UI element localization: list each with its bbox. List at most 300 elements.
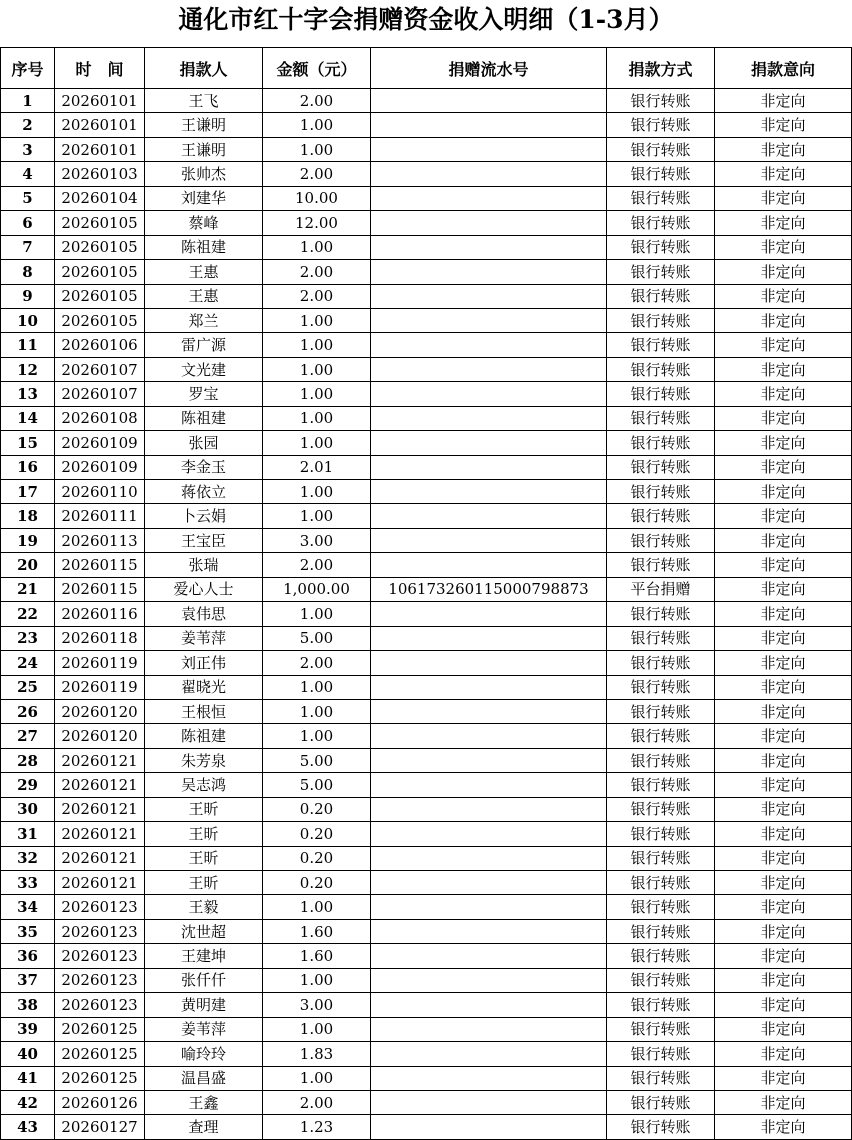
cell-method: 银行转账 xyxy=(607,626,715,650)
cell-serial xyxy=(371,431,607,455)
cell-method: 银行转账 xyxy=(607,406,715,430)
cell-amount: 1.00 xyxy=(263,308,371,332)
cell-seq: 28 xyxy=(1,748,55,772)
cell-seq: 31 xyxy=(1,822,55,846)
cell-amount: 0.20 xyxy=(263,822,371,846)
table-row xyxy=(1,480,852,504)
cell-intent: 非定向 xyxy=(715,773,852,797)
cell-seq: 22 xyxy=(1,602,55,626)
cell-date: 20260125 xyxy=(55,1042,145,1066)
header-donor: 捐款人 xyxy=(145,48,263,89)
cell-intent: 非定向 xyxy=(715,871,852,895)
cell-serial xyxy=(371,406,607,430)
table-row xyxy=(1,968,852,992)
cell-serial xyxy=(371,651,607,675)
cell-serial xyxy=(371,357,607,381)
cell-intent: 非定向 xyxy=(715,1017,852,1041)
cell-serial xyxy=(371,1115,607,1139)
cell-amount: 2.00 xyxy=(263,1090,371,1114)
cell-serial xyxy=(371,162,607,186)
cell-date: 20260105 xyxy=(55,235,145,259)
table-row xyxy=(1,284,852,308)
cell-date: 20260121 xyxy=(55,871,145,895)
cell-serial xyxy=(371,1017,607,1041)
cell-date: 20260121 xyxy=(55,846,145,870)
cell-amount: 1.00 xyxy=(263,113,371,137)
cell-seq: 1 xyxy=(1,89,55,113)
cell-intent: 非定向 xyxy=(715,455,852,479)
cell-date: 20260106 xyxy=(55,333,145,357)
cell-intent: 非定向 xyxy=(715,431,852,455)
table-row xyxy=(1,357,852,381)
cell-amount: 3.00 xyxy=(263,993,371,1017)
cell-amount: 1.00 xyxy=(263,968,371,992)
cell-seq: 38 xyxy=(1,993,55,1017)
donation-table xyxy=(0,47,852,1140)
cell-serial xyxy=(371,871,607,895)
cell-method: 银行转账 xyxy=(607,895,715,919)
cell-date: 20260120 xyxy=(55,724,145,748)
header-serial: 捐赠流水号 xyxy=(371,48,607,89)
cell-amount: 12.00 xyxy=(263,211,371,235)
cell-date: 20260121 xyxy=(55,822,145,846)
cell-donor: 卜云娟 xyxy=(145,504,263,528)
cell-donor: 张园 xyxy=(145,431,263,455)
cell-method: 银行转账 xyxy=(607,773,715,797)
cell-amount: 2.00 xyxy=(263,260,371,284)
cell-donor: 刘建华 xyxy=(145,186,263,210)
cell-serial xyxy=(371,260,607,284)
cell-donor: 蔡峰 xyxy=(145,211,263,235)
cell-method: 银行转账 xyxy=(607,724,715,748)
table-row xyxy=(1,455,852,479)
cell-intent: 非定向 xyxy=(715,699,852,723)
cell-seq: 26 xyxy=(1,699,55,723)
cell-donor: 罗宝 xyxy=(145,382,263,406)
cell-donor: 姜苇萍 xyxy=(145,1017,263,1041)
cell-date: 20260121 xyxy=(55,748,145,772)
cell-method: 银行转账 xyxy=(607,822,715,846)
cell-seq: 18 xyxy=(1,504,55,528)
header-amount: 金额（元） xyxy=(263,48,371,89)
cell-intent: 非定向 xyxy=(715,308,852,332)
table-row xyxy=(1,431,852,455)
cell-donor: 蒋依立 xyxy=(145,480,263,504)
cell-seq: 15 xyxy=(1,431,55,455)
cell-intent: 非定向 xyxy=(715,186,852,210)
cell-method: 银行转账 xyxy=(607,186,715,210)
cell-method: 银行转账 xyxy=(607,113,715,137)
cell-seq: 41 xyxy=(1,1066,55,1090)
cell-intent: 非定向 xyxy=(715,626,852,650)
table-row xyxy=(1,1066,852,1090)
cell-intent: 非定向 xyxy=(715,137,852,161)
cell-intent: 非定向 xyxy=(715,993,852,1017)
cell-donor: 王惠 xyxy=(145,284,263,308)
table-row xyxy=(1,773,852,797)
cell-serial xyxy=(371,553,607,577)
cell-donor: 王建坤 xyxy=(145,944,263,968)
cell-method: 银行转账 xyxy=(607,382,715,406)
cell-method: 银行转账 xyxy=(607,675,715,699)
table-row xyxy=(1,1115,852,1139)
page-title: 通化市红十字会捐赠资金收入明细（1-3月） xyxy=(178,5,674,34)
cell-date: 20260105 xyxy=(55,211,145,235)
table-row xyxy=(1,919,852,943)
cell-seq: 42 xyxy=(1,1090,55,1114)
cell-donor: 王谦明 xyxy=(145,137,263,161)
cell-date: 20260105 xyxy=(55,260,145,284)
cell-seq: 9 xyxy=(1,284,55,308)
cell-method: 银行转账 xyxy=(607,993,715,1017)
cell-amount: 1.00 xyxy=(263,480,371,504)
cell-donor: 翟晓光 xyxy=(145,675,263,699)
cell-serial xyxy=(371,602,607,626)
cell-seq: 19 xyxy=(1,528,55,552)
cell-donor: 姜苇萍 xyxy=(145,626,263,650)
table-row xyxy=(1,944,852,968)
cell-serial xyxy=(371,455,607,479)
cell-amount: 1.83 xyxy=(263,1042,371,1066)
cell-seq: 20 xyxy=(1,553,55,577)
cell-amount: 2.00 xyxy=(263,651,371,675)
table-row xyxy=(1,895,852,919)
cell-seq: 29 xyxy=(1,773,55,797)
cell-intent: 非定向 xyxy=(715,480,852,504)
table-row xyxy=(1,577,852,601)
cell-amount: 1.00 xyxy=(263,699,371,723)
cell-amount: 1.00 xyxy=(263,504,371,528)
cell-amount: 1.00 xyxy=(263,675,371,699)
table-row xyxy=(1,235,852,259)
cell-serial xyxy=(371,675,607,699)
cell-method: 银行转账 xyxy=(607,699,715,723)
cell-amount: 1.00 xyxy=(263,602,371,626)
cell-serial xyxy=(371,504,607,528)
cell-intent: 非定向 xyxy=(715,260,852,284)
cell-seq: 7 xyxy=(1,235,55,259)
cell-method: 银行转账 xyxy=(607,797,715,821)
cell-method: 银行转账 xyxy=(607,944,715,968)
cell-serial xyxy=(371,113,607,137)
cell-date: 20260120 xyxy=(55,699,145,723)
table-row xyxy=(1,528,852,552)
cell-amount: 1.00 xyxy=(263,724,371,748)
cell-seq: 24 xyxy=(1,651,55,675)
cell-method: 银行转账 xyxy=(607,748,715,772)
cell-amount: 0.20 xyxy=(263,846,371,870)
cell-donor: 王惠 xyxy=(145,260,263,284)
cell-amount: 1.00 xyxy=(263,1066,371,1090)
cell-serial xyxy=(371,186,607,210)
cell-amount: 1.60 xyxy=(263,919,371,943)
table-row xyxy=(1,626,852,650)
cell-date: 20260109 xyxy=(55,431,145,455)
cell-method: 银行转账 xyxy=(607,651,715,675)
cell-seq: 3 xyxy=(1,137,55,161)
cell-amount: 5.00 xyxy=(263,773,371,797)
cell-donor: 喻玲玲 xyxy=(145,1042,263,1066)
cell-amount: 1.00 xyxy=(263,406,371,430)
cell-serial xyxy=(371,797,607,821)
cell-amount: 1.60 xyxy=(263,944,371,968)
cell-seq: 27 xyxy=(1,724,55,748)
cell-method: 银行转账 xyxy=(607,871,715,895)
cell-intent: 非定向 xyxy=(715,333,852,357)
cell-donor: 吴志鸿 xyxy=(145,773,263,797)
table-row xyxy=(1,846,852,870)
cell-method: 银行转账 xyxy=(607,1115,715,1139)
cell-date: 20260123 xyxy=(55,895,145,919)
cell-donor: 朱芳泉 xyxy=(145,748,263,772)
cell-date: 20260123 xyxy=(55,944,145,968)
cell-method: 银行转账 xyxy=(607,602,715,626)
cell-method: 银行转账 xyxy=(607,846,715,870)
cell-method: 银行转账 xyxy=(607,504,715,528)
table-row xyxy=(1,406,852,430)
cell-seq: 30 xyxy=(1,797,55,821)
cell-amount: 1.00 xyxy=(263,357,371,381)
cell-donor: 查理 xyxy=(145,1115,263,1139)
cell-serial xyxy=(371,699,607,723)
cell-donor: 张仟仟 xyxy=(145,968,263,992)
cell-serial xyxy=(371,895,607,919)
cell-seq: 35 xyxy=(1,919,55,943)
cell-intent: 非定向 xyxy=(715,1066,852,1090)
cell-method: 银行转账 xyxy=(607,1090,715,1114)
cell-date: 20260101 xyxy=(55,137,145,161)
cell-date: 20260107 xyxy=(55,357,145,381)
cell-method: 银行转账 xyxy=(607,333,715,357)
table-row xyxy=(1,382,852,406)
table-row xyxy=(1,113,852,137)
cell-donor: 王鑫 xyxy=(145,1090,263,1114)
cell-intent: 非定向 xyxy=(715,797,852,821)
cell-method: 银行转账 xyxy=(607,89,715,113)
cell-date: 20260103 xyxy=(55,162,145,186)
cell-date: 20260123 xyxy=(55,993,145,1017)
table-row xyxy=(1,89,852,113)
cell-serial xyxy=(371,382,607,406)
table-row xyxy=(1,748,852,772)
cell-serial xyxy=(371,919,607,943)
cell-intent: 非定向 xyxy=(715,895,852,919)
cell-donor: 雷广源 xyxy=(145,333,263,357)
cell-serial xyxy=(371,284,607,308)
table-row xyxy=(1,602,852,626)
cell-donor: 爱心人士 xyxy=(145,577,263,601)
cell-donor: 王昕 xyxy=(145,797,263,821)
cell-intent: 非定向 xyxy=(715,211,852,235)
cell-method: 银行转账 xyxy=(607,1066,715,1090)
cell-seq: 10 xyxy=(1,308,55,332)
cell-intent: 非定向 xyxy=(715,235,852,259)
cell-amount: 1.00 xyxy=(263,895,371,919)
cell-intent: 非定向 xyxy=(715,1115,852,1139)
cell-date: 20260104 xyxy=(55,186,145,210)
header-date: 时 间 xyxy=(55,48,145,89)
cell-serial xyxy=(371,626,607,650)
cell-date: 20260105 xyxy=(55,308,145,332)
cell-seq: 34 xyxy=(1,895,55,919)
cell-intent: 非定向 xyxy=(715,1090,852,1114)
table-row xyxy=(1,333,852,357)
cell-date: 20260105 xyxy=(55,284,145,308)
cell-amount: 1.23 xyxy=(263,1115,371,1139)
table-row xyxy=(1,211,852,235)
cell-date: 20260111 xyxy=(55,504,145,528)
table-row xyxy=(1,260,852,284)
cell-seq: 25 xyxy=(1,675,55,699)
cell-method: 银行转账 xyxy=(607,357,715,381)
cell-seq: 37 xyxy=(1,968,55,992)
cell-intent: 非定向 xyxy=(715,528,852,552)
cell-seq: 13 xyxy=(1,382,55,406)
cell-method: 银行转账 xyxy=(607,919,715,943)
cell-donor: 文光建 xyxy=(145,357,263,381)
cell-amount: 1.00 xyxy=(263,235,371,259)
table-row xyxy=(1,699,852,723)
cell-serial xyxy=(371,528,607,552)
table-row xyxy=(1,553,852,577)
table-row xyxy=(1,1042,852,1066)
cell-donor: 王根恒 xyxy=(145,699,263,723)
cell-amount: 2.00 xyxy=(263,89,371,113)
cell-method: 银行转账 xyxy=(607,284,715,308)
cell-date: 20260118 xyxy=(55,626,145,650)
cell-intent: 非定向 xyxy=(715,724,852,748)
cell-amount: 0.20 xyxy=(263,871,371,895)
cell-donor: 王昕 xyxy=(145,871,263,895)
cell-method: 银行转账 xyxy=(607,968,715,992)
cell-serial xyxy=(371,1042,607,1066)
cell-serial xyxy=(371,968,607,992)
table-row xyxy=(1,993,852,1017)
cell-seq: 8 xyxy=(1,260,55,284)
cell-serial xyxy=(371,211,607,235)
cell-date: 20260126 xyxy=(55,1090,145,1114)
cell-intent: 非定向 xyxy=(715,406,852,430)
cell-serial xyxy=(371,724,607,748)
cell-intent: 非定向 xyxy=(715,602,852,626)
cell-intent: 非定向 xyxy=(715,382,852,406)
cell-date: 20260109 xyxy=(55,455,145,479)
cell-seq: 5 xyxy=(1,186,55,210)
cell-date: 20260125 xyxy=(55,1066,145,1090)
cell-amount: 1,000.00 xyxy=(263,577,371,601)
cell-donor: 张帅杰 xyxy=(145,162,263,186)
cell-seq: 14 xyxy=(1,406,55,430)
table-row xyxy=(1,1017,852,1041)
cell-date: 20260113 xyxy=(55,528,145,552)
cell-method: 银行转账 xyxy=(607,528,715,552)
cell-donor: 黄明建 xyxy=(145,993,263,1017)
cell-donor: 王谦明 xyxy=(145,113,263,137)
table-row xyxy=(1,675,852,699)
cell-intent: 非定向 xyxy=(715,822,852,846)
cell-serial xyxy=(371,137,607,161)
cell-seq: 39 xyxy=(1,1017,55,1041)
cell-method: 银行转账 xyxy=(607,553,715,577)
cell-amount: 3.00 xyxy=(263,528,371,552)
cell-intent: 非定向 xyxy=(715,1042,852,1066)
cell-intent: 非定向 xyxy=(715,944,852,968)
cell-donor: 王毅 xyxy=(145,895,263,919)
cell-intent: 非定向 xyxy=(715,357,852,381)
cell-serial xyxy=(371,944,607,968)
cell-amount: 0.20 xyxy=(263,797,371,821)
table-row xyxy=(1,797,852,821)
cell-date: 20260115 xyxy=(55,553,145,577)
cell-date: 20260101 xyxy=(55,113,145,137)
cell-donor: 王昕 xyxy=(145,846,263,870)
cell-serial xyxy=(371,773,607,797)
cell-donor: 王昕 xyxy=(145,822,263,846)
cell-intent: 非定向 xyxy=(715,162,852,186)
cell-amount: 2.00 xyxy=(263,284,371,308)
cell-amount: 2.01 xyxy=(263,455,371,479)
cell-donor: 张瑞 xyxy=(145,553,263,577)
cell-seq: 2 xyxy=(1,113,55,137)
cell-donor: 刘正伟 xyxy=(145,651,263,675)
cell-serial xyxy=(371,480,607,504)
cell-serial xyxy=(371,1066,607,1090)
cell-seq: 40 xyxy=(1,1042,55,1066)
cell-seq: 4 xyxy=(1,162,55,186)
cell-date: 20260108 xyxy=(55,406,145,430)
cell-serial xyxy=(371,846,607,870)
cell-method: 银行转账 xyxy=(607,1042,715,1066)
cell-donor: 陈祖建 xyxy=(145,724,263,748)
cell-date: 20260115 xyxy=(55,577,145,601)
cell-serial: 106173260115000798873 xyxy=(371,577,607,601)
cell-intent: 非定向 xyxy=(715,577,852,601)
cell-serial xyxy=(371,235,607,259)
cell-intent: 非定向 xyxy=(715,651,852,675)
table-header-row xyxy=(1,48,852,89)
cell-method: 银行转账 xyxy=(607,260,715,284)
cell-intent: 非定向 xyxy=(715,919,852,943)
cell-intent: 非定向 xyxy=(715,675,852,699)
cell-donor: 李金玉 xyxy=(145,455,263,479)
cell-amount: 1.00 xyxy=(263,382,371,406)
cell-serial xyxy=(371,308,607,332)
cell-serial xyxy=(371,1090,607,1114)
cell-seq: 17 xyxy=(1,480,55,504)
cell-donor: 温昌盛 xyxy=(145,1066,263,1090)
table-row xyxy=(1,504,852,528)
cell-amount: 1.00 xyxy=(263,333,371,357)
header-method: 捐款方式 xyxy=(607,48,715,89)
cell-seq: 21 xyxy=(1,577,55,601)
cell-amount: 2.00 xyxy=(263,553,371,577)
cell-donor: 王飞 xyxy=(145,89,263,113)
cell-method: 银行转账 xyxy=(607,137,715,161)
cell-serial xyxy=(371,89,607,113)
cell-date: 20260127 xyxy=(55,1115,145,1139)
cell-intent: 非定向 xyxy=(715,748,852,772)
cell-serial xyxy=(371,993,607,1017)
cell-method: 银行转账 xyxy=(607,480,715,504)
table-row xyxy=(1,651,852,675)
cell-serial xyxy=(371,333,607,357)
cell-method: 银行转账 xyxy=(607,162,715,186)
cell-donor: 袁伟思 xyxy=(145,602,263,626)
cell-serial xyxy=(371,748,607,772)
cell-intent: 非定向 xyxy=(715,504,852,528)
cell-date: 20260116 xyxy=(55,602,145,626)
cell-intent: 非定向 xyxy=(715,113,852,137)
